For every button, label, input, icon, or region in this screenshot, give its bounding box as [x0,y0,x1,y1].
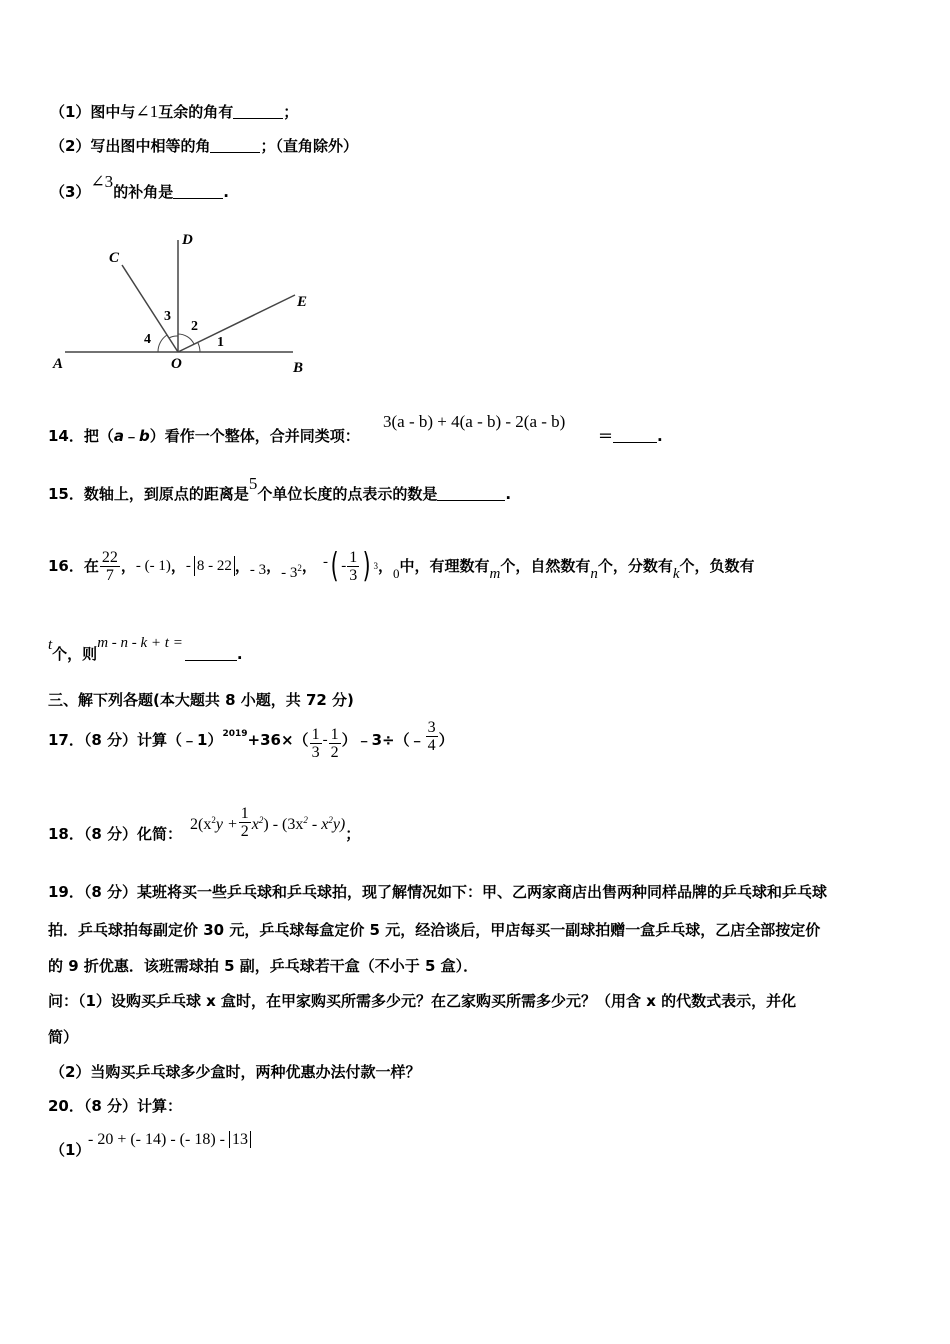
answer-blank[interactable] [233,104,283,119]
question-16-cont: t个，则m - n - k + t =. [48,635,243,663]
label-C: C [109,250,120,266]
question-19-line6: （2）当购买乒乓球多少盒时，两种优惠办法付款一样？ [50,1063,421,1081]
answer-blank[interactable] [185,646,237,661]
question-20-part1-label: （1） [50,1141,91,1159]
q13-part1: （1）图中与∠1互余的角有 ； [50,102,299,121]
question-19-line2: 拍．乒乓球拍每副定价 30 元，乒乓球每盒定价 5 元，经洽谈后，甲店每买一副球拍赠一盒乒乓球，乙店全部按定价 [48,921,821,939]
q13-part2: （2）写出图中相等的角 ；（直角除外） [50,137,358,155]
answer-blank[interactable] [210,138,260,153]
label-1: 1 [217,335,224,350]
label-B: B [293,360,304,376]
question-15: 15．数轴上，到原点的距离是5个单位长度的点表示的数是 . [48,474,512,503]
label-4: 4 [144,332,151,347]
q14-answer: ＝ . [598,427,663,445]
question-16: 16．在 $\frac{22}{7}$ ， - (- 1) ， - 8 - 22 ， - 3 ， - $3^2$ ， - ( - $\frac{1}{3}$ ) 3 ， 0 中，有理数有 m 个，自然数有 n 个，分数有 k 个，负数有 [48,546,755,586]
label-A: A [53,356,64,372]
label-2: 2 [191,319,198,334]
question-19-line5: 简） [48,1028,79,1046]
answer-blank[interactable] [173,184,223,199]
question-14: 14．把（a﹣b）看作一个整体，合并同类项： [48,427,360,445]
question-20-part1-expr: - 20 + (- 14) - (- 18) - 13 [88,1130,251,1150]
question-20-title: 20．（8 分）计算： [48,1097,183,1115]
question-19-line1: 19．（8 分）某班将买一些乒乓球和乒乓球拍，现了解情况如下：甲、乙两家商店出售两种同样品牌的乒乓球和乒乓球 [48,883,828,901]
label-O: O [171,356,182,372]
fraction-1-3: $\frac{1}{3}$ [349,548,358,584]
label-E: E [297,294,308,310]
q14-expression: 3(a - b) + 4(a - b) - 2(a - b) [383,412,566,431]
angle-figure [45,222,325,382]
question-17: 17．（8 分）计算（﹣1） 2019 +36×（ $\frac{1}{3}$ - $\frac{1}{2}$ ）﹣3÷（﹣ $\frac{3}{4}$ ） [48,718,454,761]
fraction-22-7: $\frac{22}{7}$ [101,548,118,584]
label-3: 3 [164,309,171,324]
answer-blank[interactable] [613,428,657,443]
section-3-title: 三、解下列各题(本大题共 8 小题，共 72 分) [48,691,354,709]
answer-blank[interactable] [437,486,505,501]
question-18: 18．（8 分）化简： $2(x^2y$ + $\frac{1}{2}$ $x^2) - (3x^2 - x^2y)$ ； [48,804,361,843]
label-D: D [182,232,193,248]
question-19-line4: 问：（1）设购买乒乓球 x 盒时，在甲家购买所需多少元？在乙家购买所需多少元？（用含 x 的代数式表示，并化 [48,992,797,1010]
q13-part3: （3）∠3的补角是 . [50,172,229,201]
question-19-line3: 的 9 折优惠．该班需球拍 5 副，乒乓球若干盒（不小于 5 盒）． [48,957,479,975]
